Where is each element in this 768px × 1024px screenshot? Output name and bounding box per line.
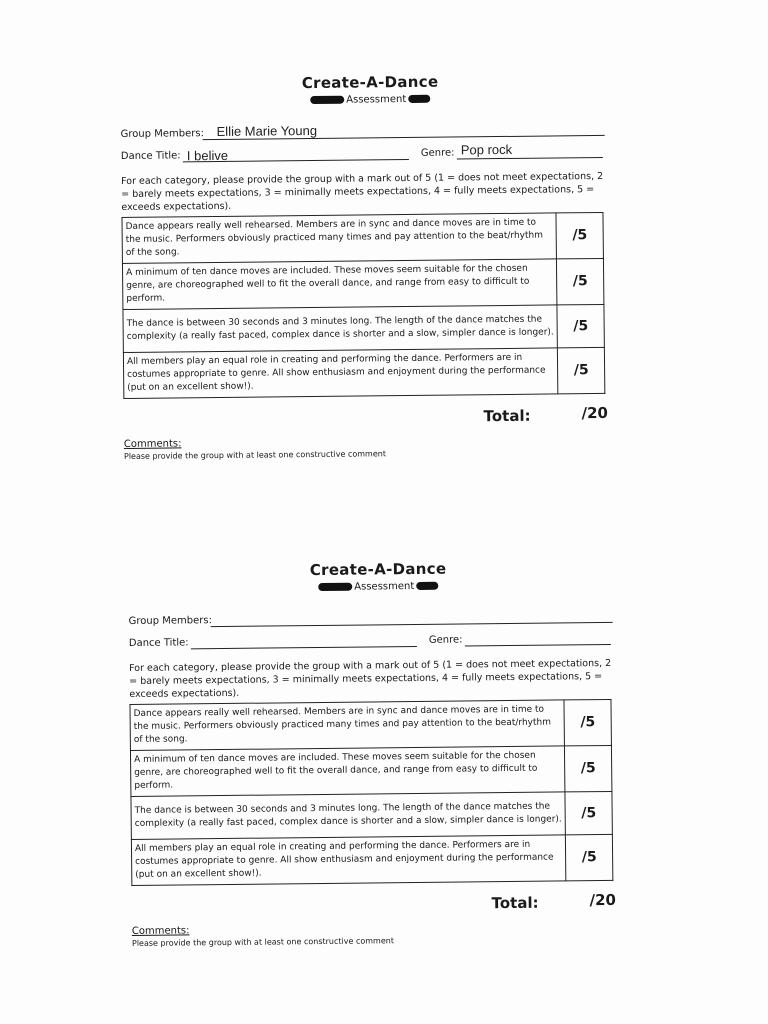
criteria-table bbox=[121, 212, 605, 399]
table-row bbox=[130, 699, 611, 750]
dance-title-label: Dance Title: bbox=[128, 637, 189, 649]
total-label: Total: bbox=[491, 893, 539, 913]
total-row bbox=[131, 891, 631, 922]
genre-value: Pop rock bbox=[460, 141, 513, 158]
criterion-score[interactable]: /5 bbox=[566, 834, 613, 880]
dance-title-value: I belive bbox=[186, 147, 229, 164]
assessment-form-2 bbox=[128, 558, 632, 948]
comments-label: Comments: bbox=[131, 925, 190, 937]
criterion-score[interactable]: /5 bbox=[565, 745, 612, 791]
form-subtitle: Assessment bbox=[354, 581, 415, 593]
group-members-row bbox=[120, 118, 620, 143]
group-members-label: Group Members: bbox=[120, 128, 205, 140]
table-row bbox=[131, 834, 612, 885]
criterion-score[interactable]: /5 bbox=[558, 347, 605, 393]
total-label: Total: bbox=[483, 406, 531, 426]
form-subtitle: Assessment bbox=[346, 94, 407, 106]
total-value[interactable]: /20 bbox=[589, 890, 617, 910]
criterion-text: The dance is between 30 seconds and 3 minutes long. The length of the dance matches the complexity (a really fast paced, complex dance is shorter and a slow, simpler dance is longer). bbox=[131, 792, 566, 840]
criterion-score[interactable]: /5 bbox=[565, 791, 612, 834]
comments-hint: Please provide the group with at least one constructive comment bbox=[131, 936, 394, 948]
criterion-text: All members play an equal role in creating and performing the dance. Performers are in costumes appropriate to genre. All show enthusiasm and enjoyment during the performance (put on an excellent show!). bbox=[123, 348, 558, 399]
dance-title-genre-row bbox=[121, 140, 621, 165]
redaction-mark bbox=[318, 583, 352, 591]
criterion-text: Dance appears really well rehearsed. Members are in sync and dance moves are in time to the music. Performers obviously practiced many times and pay attention to the beat/rhythm of the song. bbox=[130, 700, 565, 751]
criterion-text: A minimum of ten dance moves are included. These moves seem suitable for the chosen genre, are choreographed well to fit the overall dance, and range from easy to difficult to perform. bbox=[122, 259, 557, 310]
comments-label: Comments: bbox=[123, 438, 182, 450]
dance-title-genre-row bbox=[129, 627, 629, 652]
dance-title-line[interactable] bbox=[191, 630, 417, 649]
group-members-row bbox=[128, 605, 628, 630]
criterion-text: A minimum of ten dance moves are included. These moves seem suitable for the chosen genre, are choreographed well to fit the overall dance, and range from easy to difficult to perform. bbox=[130, 746, 565, 797]
table-row bbox=[130, 745, 611, 796]
total-value[interactable]: /20 bbox=[581, 403, 609, 423]
comments-hint: Please provide the group with at least one constructive comment bbox=[123, 449, 386, 461]
table-row bbox=[123, 304, 604, 352]
table-row bbox=[122, 258, 603, 309]
table-row bbox=[131, 791, 612, 839]
redaction-mark bbox=[310, 96, 344, 104]
genre-label: Genre: bbox=[428, 634, 463, 646]
group-members-label: Group Members: bbox=[128, 615, 213, 627]
criteria-table bbox=[129, 699, 613, 886]
criterion-text: Dance appears really well rehearsed. Members are in sync and dance moves are in time to the music. Performers obviously practiced many times and pay attention to the beat/rhythm of the song. bbox=[122, 213, 557, 264]
form-title: Create-A-Dance bbox=[309, 559, 447, 580]
group-members-line[interactable] bbox=[210, 606, 612, 627]
criterion-text: The dance is between 30 seconds and 3 minutes long. The length of the dance matches the complexity (a really fast paced, complex dance is shorter and a slow, simpler dance is longer). bbox=[123, 305, 558, 353]
genre-line[interactable] bbox=[465, 628, 611, 647]
criterion-score[interactable]: /5 bbox=[564, 699, 611, 745]
instructions: For each category, please provide the group with a mark out of 5 (1 = does not meet expectations, 2 = barely meets expectations, 3 = minimally meets expectations, 4 = fully meets expectations, 5 = exceeds expectations). bbox=[129, 657, 612, 700]
table-row bbox=[123, 347, 604, 398]
criterion-score[interactable]: /5 bbox=[557, 258, 604, 304]
group-members-value: Ellie Marie Young bbox=[216, 122, 318, 139]
criterion-score[interactable]: /5 bbox=[556, 212, 603, 258]
genre-label: Genre: bbox=[420, 147, 455, 159]
total-row bbox=[123, 404, 623, 435]
criterion-text: All members play an equal role in creating and performing the dance. Performers are in costumes appropriate to genre. All show enthusiasm and enjoyment during the performance (put on an excellent show!). bbox=[131, 835, 566, 886]
table-row bbox=[122, 212, 603, 263]
instructions: For each category, please provide the group with a mark out of 5 (1 = does not meet expectations, 2 = barely meets expectations, 3 = minimally meets expectations, 4 = fully meets expectations, 5 = exceeds expectations). bbox=[121, 170, 604, 213]
redaction-mark bbox=[408, 95, 430, 103]
dance-title-label: Dance Title: bbox=[120, 150, 181, 162]
assessment-form-1 bbox=[120, 71, 624, 461]
form-title: Create-A-Dance bbox=[301, 72, 439, 93]
criterion-score[interactable]: /5 bbox=[557, 304, 604, 347]
redaction-mark bbox=[416, 582, 438, 590]
